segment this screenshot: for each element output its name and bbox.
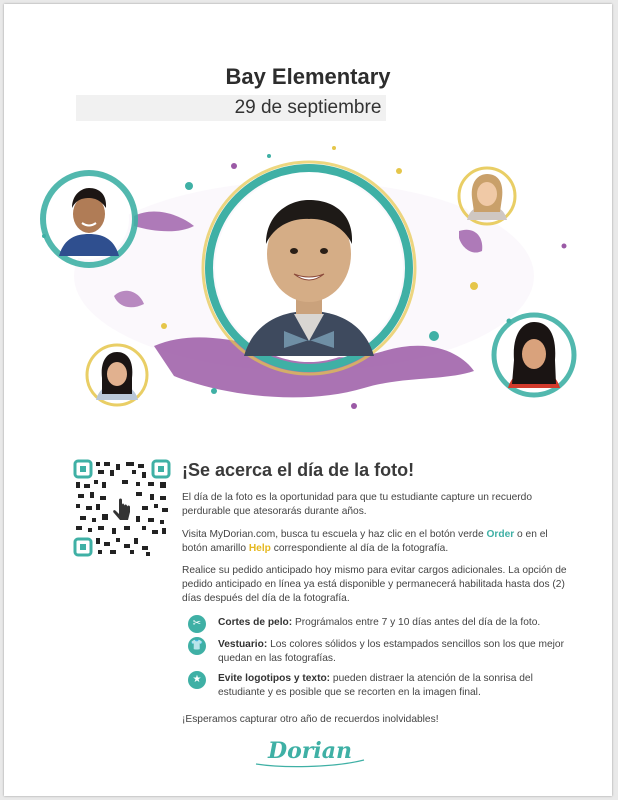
tip-clothing <box>188 636 578 666</box>
preorder-paragraph: Realice su pedido anticipado hoy mismo para evitar cargos adicionales. La opción de pedido anticipado en línea ya está disponible y permanecerá habilitada hasta dos (2) días después del día de la fotografía. <box>182 565 567 604</box>
tip-logos <box>188 670 578 702</box>
dorian-logo <box>252 734 368 768</box>
photo-boy-center <box>203 162 415 374</box>
star-icon: ★ <box>188 671 206 689</box>
photo-girl-bottom-left <box>87 345 147 405</box>
qr-code[interactable] <box>72 458 172 558</box>
shirt-icon: 👕 <box>188 637 206 655</box>
tip-logos-title: Evite logotipos y texto: <box>218 673 331 684</box>
tip-haircut-title: Cortes de pelo: <box>218 617 293 628</box>
visit-text-3: correspondiente al día de la fotografía. <box>270 543 449 554</box>
intro-paragraph: El día de la foto es la oportunidad para que tu estudiante capture un recuerdo perdurable que atesorarás durante años. <box>182 492 533 517</box>
logo-wordmark: Dorian <box>268 738 352 764</box>
tip-clothing-text: Los colores sólidos y los estampados sencillos son los que mejor quedan en las fotografías. <box>218 639 564 664</box>
photo-collage <box>4 126 612 436</box>
photo-girl-top-right <box>459 168 515 224</box>
tip-haircut-text: Prográmalos entre 7 y 10 días antes del día de la foto. <box>292 617 541 628</box>
photo-day-heading: ¡Se acerca el día de la foto! <box>182 460 415 480</box>
hair-icon: ✂ <box>188 615 206 633</box>
flyer-page <box>4 4 612 796</box>
tip-logos-text: pueden distraer la atención de la sonrisa del estudiante y es posible que se recorten en la imagen final. <box>218 673 533 698</box>
tip-clothing-title: Vestuario: <box>218 639 268 650</box>
photo-girl-right <box>494 315 574 395</box>
visit-paragraph <box>182 528 572 556</box>
visit-text-2: o en el botón amarillo <box>182 529 548 554</box>
visit-text-1: Visita MyDorian.com, busca tu escuela y haz clic en el botón verde <box>182 529 487 540</box>
help-label: Help <box>248 543 271 554</box>
photo-boy-top-left <box>43 173 135 265</box>
order-label: Order <box>486 529 515 540</box>
photo-date: 29 de septiembre <box>234 97 382 118</box>
closing-text: ¡Esperamos capturar otro año de recuerdos inolvidables! <box>182 714 439 725</box>
hand-tap-icon <box>110 494 134 522</box>
school-name: Bay Elementary <box>225 64 391 89</box>
